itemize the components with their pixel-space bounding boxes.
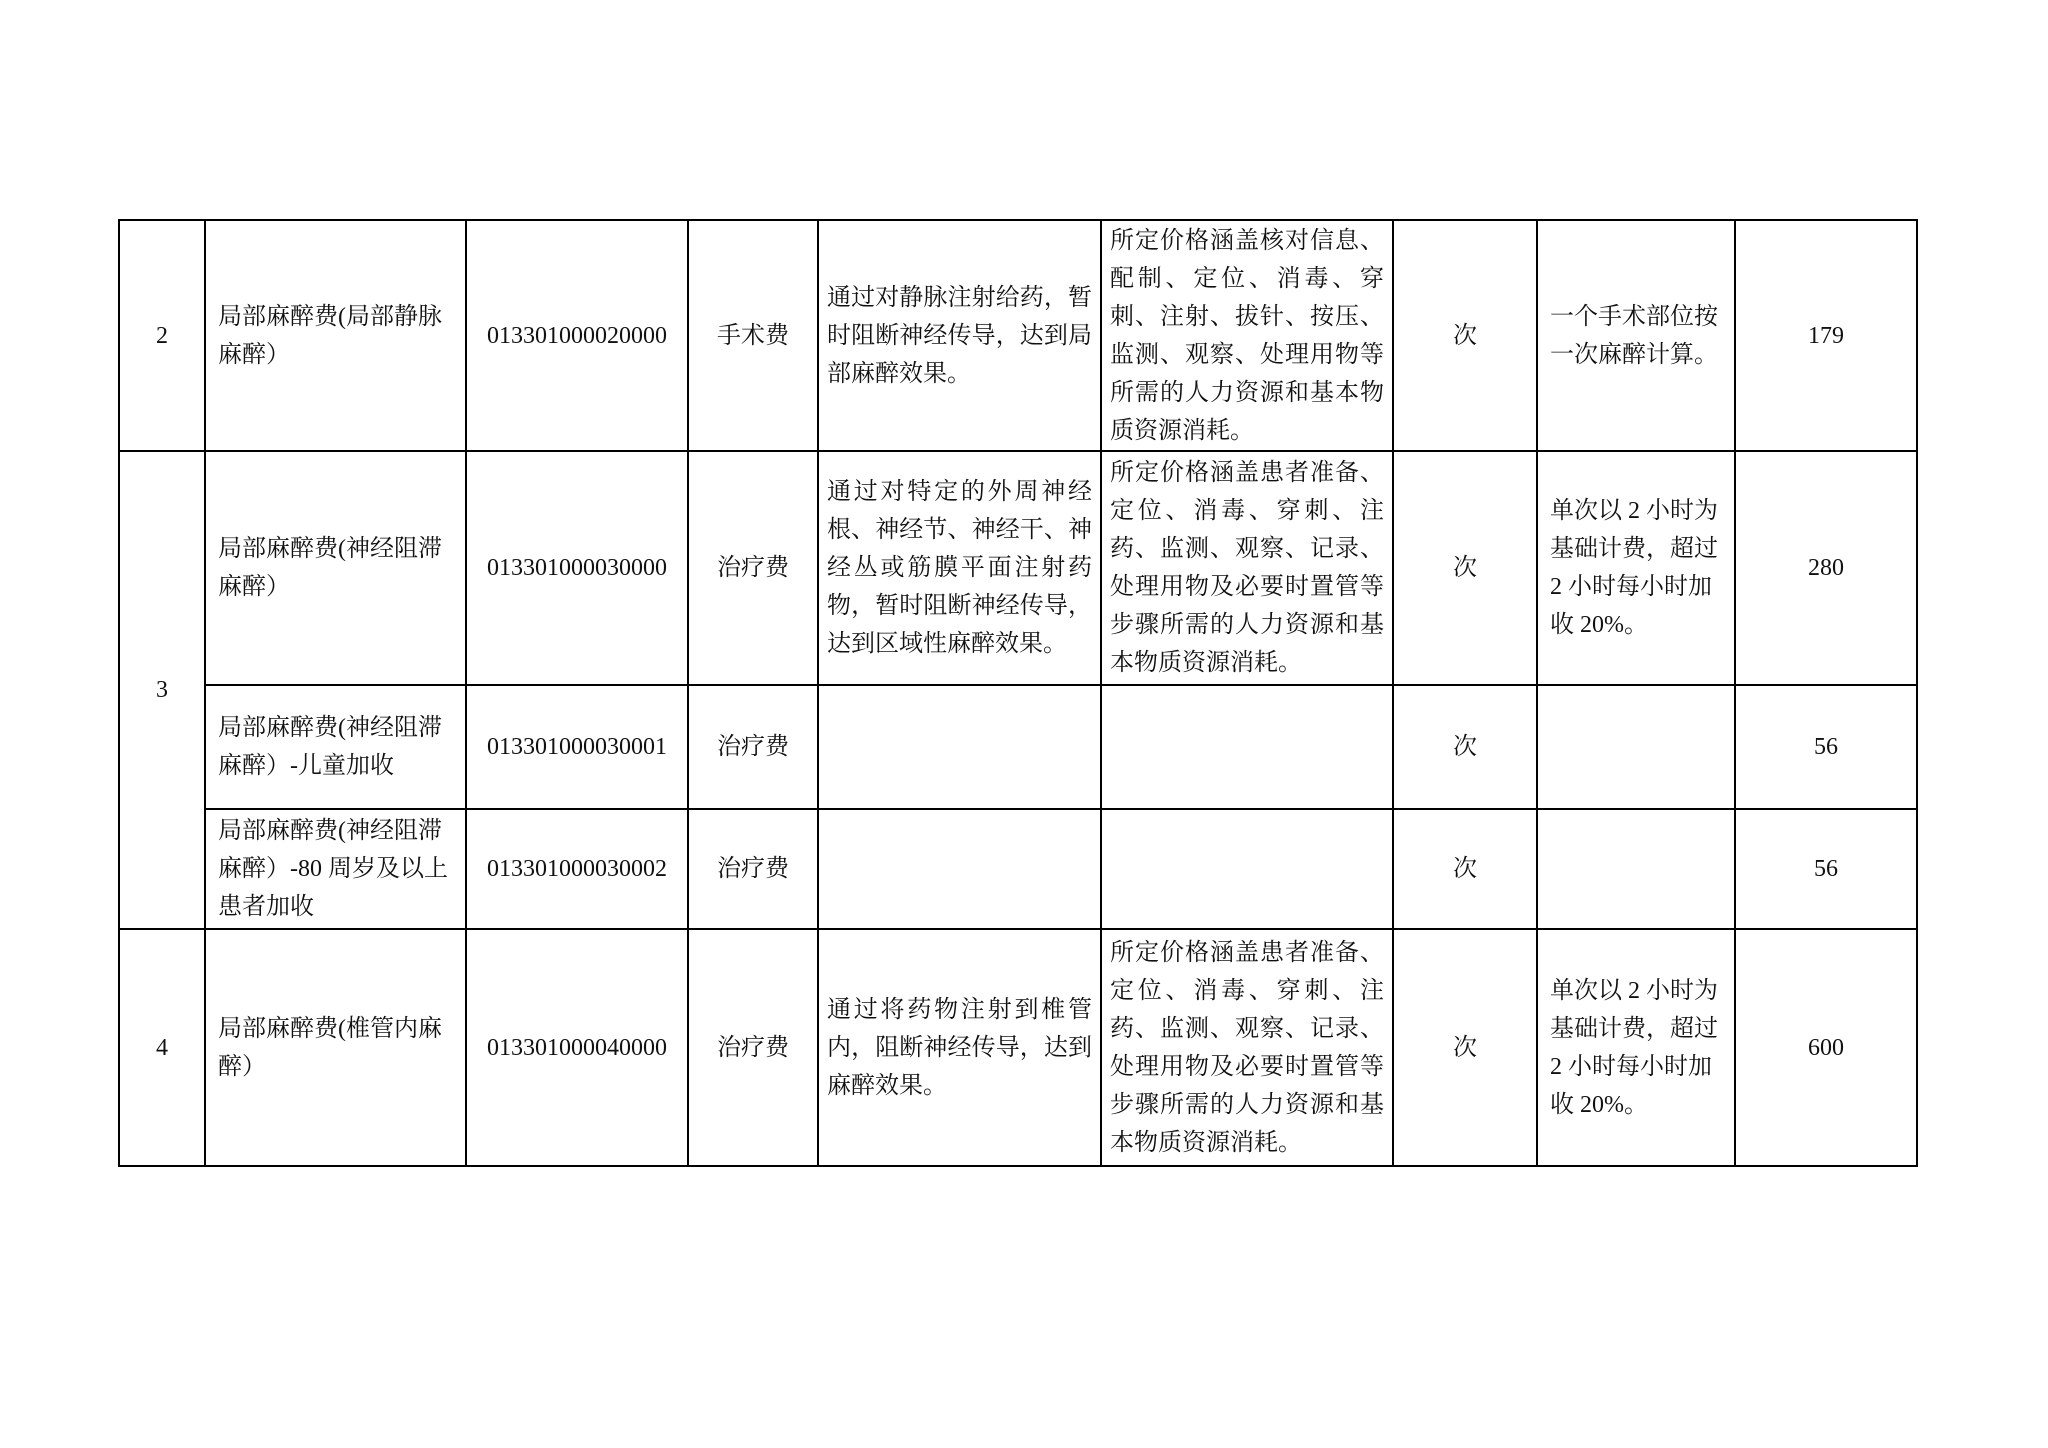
fee-type-cell: 治疗费 [689, 930, 819, 1165]
price-coverage-cell: 所定价格涵盖核对信息、配制、定位、消毒、穿刺、注射、拔针、按压、监测、观察、处理用物等所需的人力资源和基本物质资源消耗。 [1102, 221, 1394, 452]
item-code-cell: 013301000020000 [467, 221, 689, 452]
price-table [118, 219, 1918, 1167]
fee-type-cell: 手术费 [689, 221, 819, 452]
price-coverage-cell: 所定价格涵盖患者准备、定位、消毒、穿刺、注药、监测、观察、记录、处理用物及必要时置管等步骤所需的人力资源和基本物质资源消耗。 [1102, 452, 1394, 686]
item-name-cell: 局部麻醉费(局部静脉麻醉） [206, 221, 467, 452]
notes-cell [1538, 686, 1736, 810]
fee-type-cell: 治疗费 [689, 452, 819, 686]
price-coverage-cell [1102, 810, 1394, 930]
item-code-cell: 013301000030001 [467, 686, 689, 810]
description-cell [819, 686, 1102, 810]
unit-cell: 次 [1394, 810, 1538, 930]
price-coverage-cell [1102, 686, 1394, 810]
item-code-cell: 013301000040000 [467, 930, 689, 1165]
unit-cell: 次 [1394, 686, 1538, 810]
fee-type-cell: 治疗费 [689, 686, 819, 810]
unit-cell: 次 [1394, 452, 1538, 686]
notes-cell [1538, 810, 1736, 930]
description-cell: 通过对特定的外周神经根、神经节、神经干、神经丛或筋膜平面注射药物，暂时阻断神经传导，达到区域性麻醉效果。 [819, 452, 1102, 686]
item-name-cell: 局部麻醉费(神经阻滞麻醉） [206, 452, 467, 686]
row-index-cell: 2 [120, 221, 206, 452]
item-name-cell: 局部麻醉费(椎管内麻醉） [206, 930, 467, 1165]
item-name-cell: 局部麻醉费(神经阻滞麻醉）-儿童加收 [206, 686, 467, 810]
notes-cell: 单次以 2 小时为基础计费，超过 2 小时每小时加收 20%。 [1538, 930, 1736, 1165]
price-cell: 56 [1736, 686, 1916, 810]
price-coverage-cell: 所定价格涵盖患者准备、定位、消毒、穿刺、注药、监测、观察、记录、处理用物及必要时置管等步骤所需的人力资源和基本物质资源消耗。 [1102, 930, 1394, 1165]
notes-cell: 一个手术部位按一次麻醉计算。 [1538, 221, 1736, 452]
row-index-cell: 4 [120, 930, 206, 1165]
price-cell: 600 [1808, 1034, 1844, 1061]
fee-type-cell: 治疗费 [689, 810, 819, 930]
notes-cell: 单次以 2 小时为基础计费，超过 2 小时每小时加收 20%。 [1538, 452, 1736, 686]
description-cell: 通过对静脉注射给药，暂时阻断神经传导，达到局部麻醉效果。 [819, 221, 1102, 452]
item-code-cell: 013301000030000 [467, 452, 689, 686]
unit-cell: 次 [1394, 221, 1538, 452]
description-cell [819, 810, 1102, 930]
description-cell: 通过将药物注射到椎管内，阻断神经传导，达到麻醉效果。 [819, 930, 1102, 1165]
item-code-cell: 013301000030002 [467, 810, 689, 930]
item-name-cell: 局部麻醉费(神经阻滞麻醉）-80 周岁及以上患者加收 [206, 810, 467, 930]
price-cell: 280 [1736, 452, 1916, 686]
unit-cell: 次 [1394, 930, 1538, 1165]
price-cell: 179 [1736, 221, 1916, 452]
price-cell: 56 [1736, 810, 1916, 930]
row-index-cell: 3 [120, 452, 206, 930]
